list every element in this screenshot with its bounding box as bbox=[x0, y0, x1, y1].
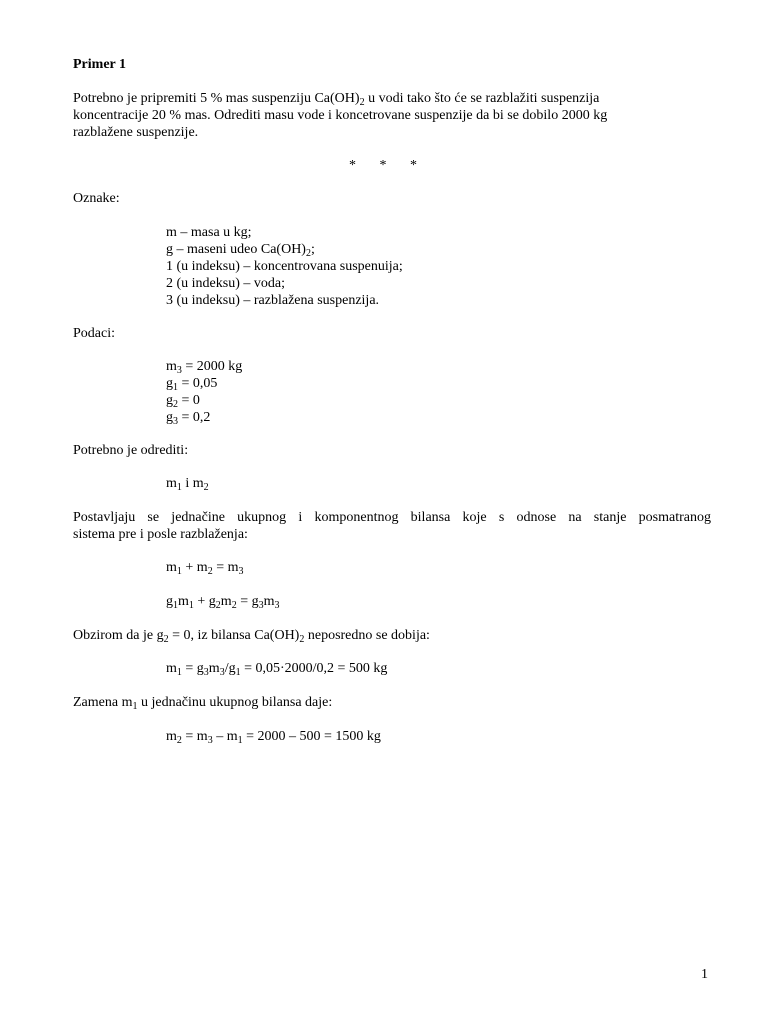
t: g bbox=[166, 410, 173, 425]
intro-line-2: koncentracije 20 % mas. Odrediti masu vode i koncetrovane suspenzije da bi se dobilo 2000 kg bbox=[73, 108, 608, 123]
t: – m bbox=[212, 729, 238, 744]
equation-component-balance bbox=[166, 593, 279, 610]
subscript: 3 bbox=[173, 416, 178, 427]
subscript: 3 bbox=[207, 735, 213, 746]
subscript: 2 bbox=[163, 634, 169, 645]
oznake-item: 1 (u indeksu) – koncentrovana suspenuija; bbox=[166, 259, 403, 274]
subscript: 2 bbox=[215, 600, 221, 611]
podaci-item bbox=[166, 392, 200, 409]
intro-text: u vodi tako što će se razblažiti suspenzija bbox=[364, 91, 600, 106]
t: + m bbox=[181, 560, 208, 575]
subscript: 1 bbox=[173, 382, 178, 393]
t: = m bbox=[181, 729, 208, 744]
oznake-item: m – masa u kg; bbox=[166, 225, 252, 240]
subscript: 2 bbox=[203, 482, 209, 493]
subscript: 3 bbox=[238, 566, 244, 577]
t: g bbox=[166, 376, 173, 391]
t: Obzirom da je g bbox=[73, 628, 164, 643]
separator: * * * bbox=[349, 158, 427, 173]
subscript: 2 bbox=[231, 600, 237, 611]
t: = 0 bbox=[178, 393, 200, 408]
t: + g bbox=[193, 594, 216, 609]
subscript: 3 bbox=[258, 600, 264, 611]
subscript: 1 bbox=[176, 566, 182, 577]
t: = m bbox=[212, 560, 239, 575]
t: = 2000 – 500 = 1500 kg bbox=[242, 729, 381, 744]
t: /g bbox=[224, 661, 236, 676]
odrediti-value bbox=[166, 475, 209, 492]
subscript: 3 bbox=[219, 667, 225, 678]
t: Zamena m bbox=[73, 695, 133, 710]
podaci-item bbox=[166, 375, 217, 392]
t: m bbox=[208, 661, 220, 676]
equation-total-balance bbox=[166, 559, 243, 576]
t: m bbox=[166, 661, 177, 676]
t: = 2000 kg bbox=[181, 359, 243, 374]
subscript: 1 bbox=[132, 701, 138, 712]
zamena-text bbox=[73, 694, 332, 711]
bilans-text-line-1: Postavljaju se jednačine ukupnog i komponentnog bilansa koje s odnose na stanje posmatranog bbox=[73, 510, 711, 525]
subscript: 2 bbox=[359, 97, 365, 108]
oznake-heading: Oznake: bbox=[73, 191, 120, 206]
subscript: 3 bbox=[176, 365, 182, 376]
obzirom-text bbox=[73, 627, 430, 644]
t: = 0,05 bbox=[178, 376, 218, 391]
page-title: Primer 1 bbox=[73, 57, 126, 72]
subscript: 3 bbox=[274, 600, 280, 611]
subscript: 1 bbox=[237, 735, 243, 746]
intro-line-1 bbox=[73, 90, 599, 107]
bilans-text-line-2: sistema pre i posle razblaženja: bbox=[73, 527, 248, 542]
oznake-item: 3 (u indeksu) – razblažena suspenzija. bbox=[166, 293, 380, 308]
podaci-item bbox=[166, 358, 242, 375]
oznake-text: ; bbox=[310, 242, 315, 257]
t: = 0,2 bbox=[178, 410, 211, 425]
podaci-item bbox=[166, 409, 210, 426]
subscript: 1 bbox=[176, 482, 182, 493]
t: u jednačinu ukupnog bilansa daje: bbox=[137, 695, 333, 710]
equation-m2 bbox=[166, 728, 381, 745]
t: m bbox=[166, 729, 177, 744]
t: m bbox=[166, 476, 177, 491]
subscript: 1 bbox=[176, 667, 182, 678]
t: = g bbox=[236, 594, 259, 609]
subscript: 1 bbox=[235, 667, 241, 678]
subscript: 2 bbox=[176, 735, 182, 746]
t: m bbox=[178, 594, 189, 609]
podaci-heading: Podaci: bbox=[73, 326, 115, 341]
t: g bbox=[166, 393, 173, 408]
oznake-item bbox=[166, 241, 315, 258]
odrediti-heading: Potrebno je odrediti: bbox=[73, 443, 189, 458]
subscript: 2 bbox=[299, 634, 305, 645]
equation-m1 bbox=[166, 660, 387, 677]
t: neposredno se dobija: bbox=[304, 628, 430, 643]
t: g bbox=[166, 594, 173, 609]
intro-line-3: razblažene suspenzije. bbox=[73, 125, 199, 140]
oznake-text: g – maseni udeo Ca(OH) bbox=[166, 242, 306, 257]
t: m bbox=[263, 594, 275, 609]
t: i m bbox=[181, 476, 204, 491]
t: = 0,05·2000/0,2 = 500 kg bbox=[240, 661, 388, 676]
oznake-item: 2 (u indeksu) – voda; bbox=[166, 276, 285, 291]
subscript: 2 bbox=[173, 399, 178, 410]
subscript: 2 bbox=[207, 566, 213, 577]
t: m bbox=[166, 560, 177, 575]
subscript: 1 bbox=[173, 600, 178, 611]
subscript: 1 bbox=[188, 600, 194, 611]
t: = 0, iz bilansa Ca(OH) bbox=[168, 628, 300, 643]
page-number: 1 bbox=[701, 967, 708, 982]
t: = g bbox=[181, 661, 204, 676]
t: m bbox=[220, 594, 232, 609]
t: m bbox=[166, 359, 177, 374]
subscript: 2 bbox=[305, 248, 311, 259]
subscript: 3 bbox=[203, 667, 209, 678]
intro-text: Potrebno je pripremiti 5 % mas suspenziju Ca(OH) bbox=[73, 91, 360, 106]
